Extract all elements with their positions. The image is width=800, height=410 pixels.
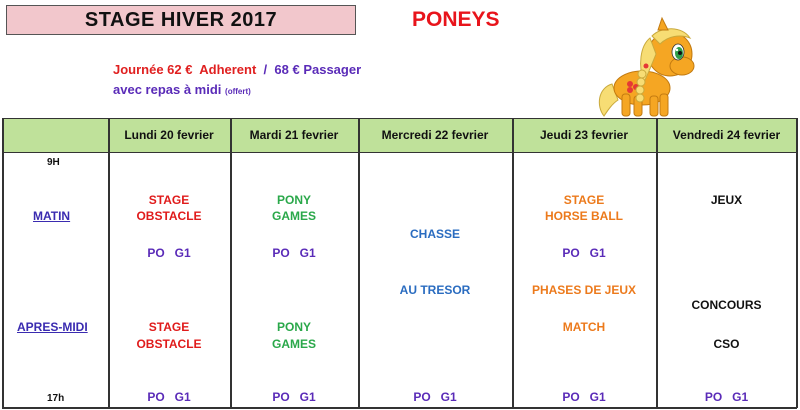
period-morning[interactable]: MATIN [33,209,71,223]
price-separator: / [263,62,268,77]
wed-level: PO G1 [413,390,457,404]
mon-morning-level: PO G1 [147,246,191,260]
wed-activity-line1: CHASSE [409,227,460,241]
fri-afternoon-line1: CONCOURS [691,298,762,312]
price-day: Journée 62 € [113,62,193,77]
table-border-left [2,118,4,408]
col-divider-3 [358,118,360,408]
header-day-fri: Vendredi 24 fevrier [672,128,781,142]
col-divider-2 [230,118,232,408]
fri-level: PO G1 [704,390,749,404]
col-divider-1 [108,118,110,408]
thu-afternoon-line1: PHASES DE JEUX [531,283,637,297]
tue-afternoon-line2: GAMES [271,337,316,351]
category-title: PONEYS [412,8,500,31]
col-divider-4 [512,118,514,408]
thu-morning-line1: STAGE [563,193,605,207]
header-day-thu: Jeudi 23 fevrier [539,128,629,142]
mon-morning-line1: STAGE [148,193,190,207]
header-day-wed: Mercredi 22 fevrier [381,128,489,142]
thu-morning-level: PO G1 [562,246,606,260]
fri-morning-line1: JEUX [710,193,743,207]
thu-morning-line2: HORSE BALL [545,209,623,223]
header-day-tue: Mardi 21 fevrier [249,128,339,142]
mon-afternoon-level: PO G1 [147,390,191,404]
meal-text: avec repas à midi [113,82,222,97]
period-afternoon[interactable]: APRES-MIDI [17,320,88,334]
mon-afternoon-line2: OBSTACLE [136,337,202,351]
stage-title: STAGE HIVER 2017 [6,5,356,35]
thu-afternoon-level: PO G1 [562,390,606,404]
start-time: 9H [47,157,60,168]
end-time: 17h [47,393,65,404]
table-border-bottom [2,407,797,409]
tue-morning-level: PO G1 [272,246,316,260]
wed-activity-line2: AU TRESOR [399,283,471,297]
meal-note: (offert) [225,87,251,96]
table-border-right [796,118,798,408]
tue-morning-line1: PONY [276,193,311,207]
mon-afternoon-line1: STAGE [148,320,190,334]
tue-afternoon-level: PO G1 [272,390,316,404]
fri-afternoon-line2: CSO [713,337,740,351]
price-guest: 68 € Passager [274,62,362,77]
meal-line [113,82,251,97]
mon-morning-line2: OBSTACLE [136,209,202,223]
price-member: Adherent [199,62,257,77]
pony-illustration [590,14,710,120]
col-divider-5 [656,118,658,408]
header-day-mon: Lundi 20 fevrier [124,128,214,142]
thu-afternoon-line2: MATCH [562,320,606,334]
price-line [113,62,361,77]
tue-afternoon-line1: PONY [276,320,311,334]
tue-morning-line2: GAMES [271,209,316,223]
